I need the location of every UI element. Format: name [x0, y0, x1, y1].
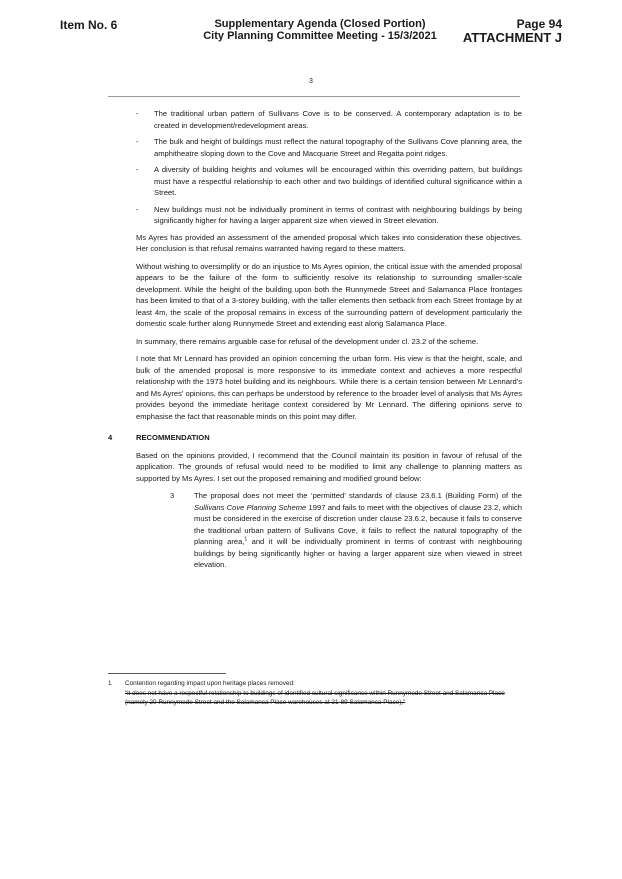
paragraph: Ms Ayres has provided an assessment of the amended proposal which takes into consideration these objectives. Her conclusion is that refusal remains warranted having regard to these matters.	[136, 232, 522, 253]
item-number: Item No. 6	[60, 18, 118, 32]
ground-text-part: and it will be individually prominent in terms of contrast with neighbouring buildings by being significantly higher or having a larger apparent size when viewed in street elevation.	[194, 537, 522, 569]
paragraph: Without wishing to oversimplify or do an injustice to Ms Ayres opinion, the critical issue with the amended proposal appears to be the failure of the form to sufficiently resolve its relationship to surrounding smaller-scale development. While the height of the building upon both the Runnymede Street and Salamanca Place frontages has been limited to that of a 3-storey building, with the taller elements then setback from each Street frontage by at least 4m, the scale of the proposal remains in excess of the surrounding pattern of development particularly the domestic scale further along Runnymede Street and extending east along Salamanca Place.	[136, 261, 522, 328]
bullet-dash: -	[136, 137, 139, 146]
ground-number: 3	[170, 491, 175, 500]
section-title: RECOMMENDATION	[136, 433, 210, 442]
footnote-line: Contention regarding impact upon heritage places removed:	[125, 680, 295, 687]
recommendation-text: Based on the opinions provided, I recommend that the Council maintain its position in favour of refusal of the application. The grounds of refusal would need to be modified to limit any challenge to planning matters as supported by Ms Ayres. I set out the proposed remaining and modified ground below:	[136, 450, 522, 483]
bullet-text: A diversity of building heights and volumes will be encouraged within this overriding pattern, but buildings must have a respectful relationship to each other and two buildings of identified cultural significance within a Street.	[154, 165, 522, 197]
section-number: 4	[108, 433, 113, 442]
bullet-dash: -	[136, 109, 139, 118]
bullet-item	[108, 164, 522, 199]
footnote-divider	[108, 673, 226, 674]
footnote-struck-text: “it does not have a respectful relationship to buildings of identified cultural significance within Runnymede Street and Salamanca Place (namely 20 Runnymede Street and the Salamanca Place warehouses at 21-89 Salamanca Place),”	[125, 689, 505, 706]
bullet-item	[108, 136, 522, 159]
document-body	[108, 108, 522, 571]
document-header	[170, 18, 470, 42]
ground-text-part: 1997 and fails to meet with the objectives of clause 23.2, which must be considered in the exercise of discretion under clause 23.6.2, because it fails to conserve the traditional urban pattern of Sullivans Cove, it fails to reflect the natural topography of the planning area,	[194, 502, 522, 546]
bullet-text: The traditional urban pattern of Sullivans Cove is to be conserved. A contemporary adaptation is to be created in development/redevelopment areas.	[154, 109, 522, 130]
bullet-dash: -	[136, 165, 139, 174]
meeting-title: City Planning Committee Meeting - 15/3/2021	[203, 30, 437, 42]
bullet-dash: -	[136, 204, 139, 214]
page-label: Page 94	[516, 17, 562, 31]
ground-of-refusal	[108, 490, 522, 571]
page-number: 3	[309, 78, 313, 85]
paragraph: In summary, there remains arguable case for refusal of the development under cl. 23.2 of the scheme.	[136, 336, 479, 346]
ground-text-part: The proposal does not meet the ‘permitted’ standards of clause 23.6.1 (Building Form) of the	[194, 491, 522, 500]
agenda-title: Supplementary Agenda (Closed Portion)	[214, 18, 426, 30]
header-divider	[108, 96, 520, 97]
attachment-label: ATTACHMENT J	[462, 30, 562, 45]
bullet-text: New buildings must not be individually prominent in terms of contrast with neighbouring buildings by being significantly higher for having a larger apparent size when viewed in Street elevation.	[154, 204, 522, 225]
scheme-name: Sullivans Cove Planning Scheme	[194, 502, 307, 512]
bullet-text: The bulk and height of buildings must reflect the natural topography of the Sullivans Cove planning area, the amphitheatre sloping down to the Cove and Macquarie Street and Regatta point ridges.	[154, 137, 522, 158]
footnote-number: 1	[108, 680, 112, 687]
section-heading	[108, 432, 522, 444]
paragraph: I note that Mr Lennard has provided an opinion concerning the urban form. His view is that the height, scale, and bulk of the amended proposal is more responsive to its immediate context and achieves a more respectful relationship with the 1973 hotel building and its neighbours. While there is a certain tension between Mr Lennard's and Ms Ayres' opinions, this can perhaps be understood by reference to the broader level of analysis that Ms Ayres provides beyond the immediate heritage context considered by Mr Lennard. The differing opinions serve to emphasise the fact that reasonable minds on this point may differ.	[136, 354, 522, 421]
bullet-item	[108, 108, 522, 131]
footnote	[108, 679, 522, 708]
page-info	[463, 18, 562, 44]
footnote-reference: 1	[244, 536, 248, 543]
bullet-item	[108, 204, 522, 227]
footnote-body	[108, 679, 522, 708]
